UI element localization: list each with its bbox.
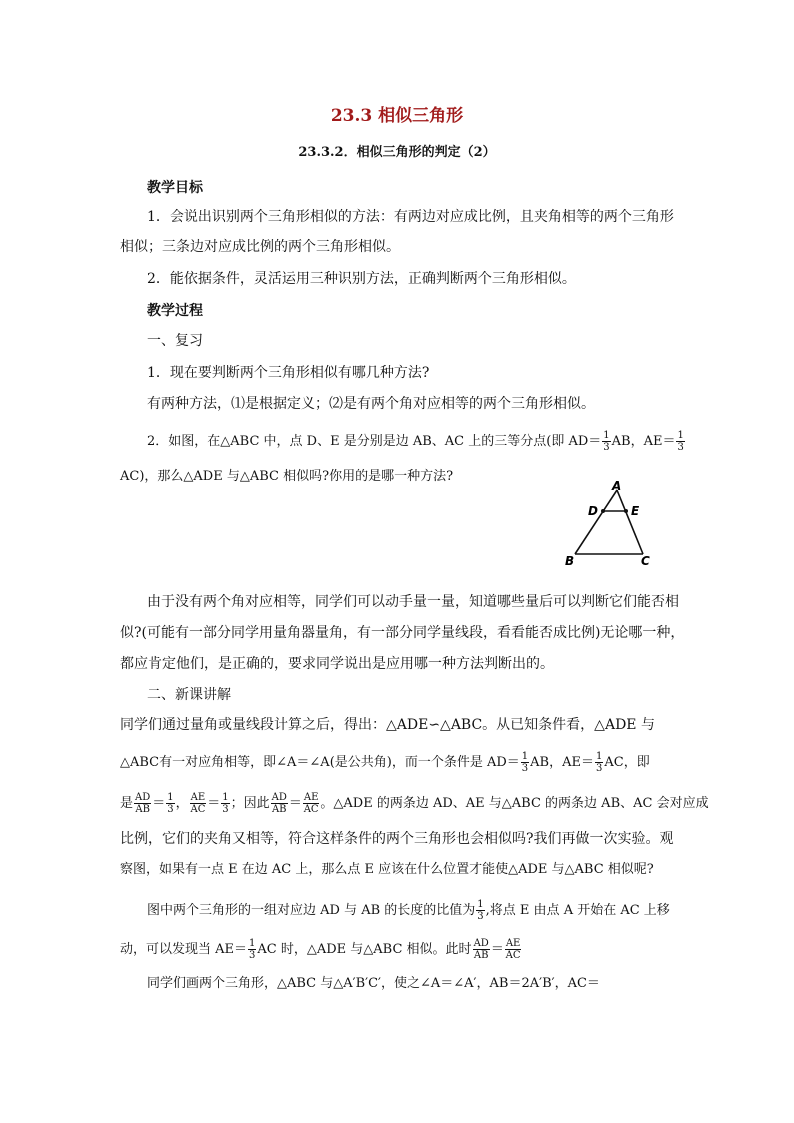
side-ac [617, 490, 643, 554]
goals-item2: 2．能依据条件，灵活运用三种识别方法，正确判断两个三角形相似。 [147, 271, 576, 287]
review-question-2-line2: AC)，那么△ADE 与△ABC 相似吗?你用的是哪一种方法? [120, 469, 454, 484]
fraction-one-third: $\frac{1}{3}$ [595, 751, 603, 774]
lesson-line8: 同学们画两个三角形，△ABC 与△A′B′C′，使之∠A＝∠A′，AB＝2A′B′，AC＝ [147, 976, 600, 991]
review-question-1: 1．现在要判断两个三角形相似有哪几种方法? [147, 365, 430, 381]
fraction-ae-ac: $\frac{AE}{AC}$ [190, 792, 206, 815]
fraction-one-third: $\frac{1}{3}$ [521, 751, 529, 774]
triangle-figure [555, 478, 665, 570]
lesson-line7: 动，可以发现当 AE＝ $\frac{1}{3}$ AC 时，△ADE 与△ABC 相似。此时 $\frac{AD}{AB}$ ＝ $\frac{AE}{AC}$ [120, 938, 521, 961]
fraction-one-third: $\frac{1}{3}$ [603, 430, 610, 453]
discussion-line1: 由于没有两个角对应相等，同学们可以动手量一量，知道哪些量后可以判断它们能否相 [147, 594, 679, 610]
fraction-one-third: $\frac{1}{3}$ [677, 430, 684, 453]
label-b: B [565, 554, 575, 568]
fraction-one-third: $\frac{1}{3}$ [249, 938, 256, 961]
point-d [601, 509, 605, 513]
lesson-line6: 图中两个三角形的一组对应边 AD 与 AB 的长度的比值为 $\frac{1}{3}$ ,将点 E 由点 A 开始在 AC 上移 [147, 899, 670, 922]
page-subtitle: 23.3.2．相似三角形的判定（2） [298, 145, 496, 160]
lesson-line4: 比例，它们的夹角又相等，符合这样条件的两个三角形也会相似吗?我们再做一次实验。观 [120, 831, 674, 847]
lesson-line3: 是 $\frac{AD}{AB}$ ＝ $\frac{1}{3}$ ， $\frac{AE}{AC}$ ＝ $\frac{1}{3}$ ；因此 $\frac{AD}{AB}$ ＝ $\frac{AE}{AC}$ 。△ADE 的两条边 AD、AE 与△ABC 的两条边 AB、AC 会对应成 [120, 792, 709, 815]
discussion-line2: 似?(可能有一部分同学用量角器量角，有一部分同学量线段，看看能否成比例)无论哪一种， [120, 625, 685, 641]
lesson-line5: 察图，如果有一点 E 在边 AC 上，那么点 E 应该在什么位置才能使△ADE 与△ABC 相似呢? [120, 862, 654, 877]
goals-heading: 教学目标 [147, 180, 203, 196]
new-lesson-heading: 二、新课讲解 [147, 687, 231, 703]
fraction-one-third: $\frac{1}{3}$ [167, 792, 174, 815]
lesson-line2: △ABC有一对应角相等，即∠A＝∠A(是公共角)，而一个条件是 AD＝ $\frac{1}{3}$ AB，AE＝ $\frac{1}{3}$ AC，即 [120, 751, 650, 774]
fraction-one-third: $\frac{1}{3}$ [477, 899, 484, 922]
point-e [624, 509, 628, 513]
review-heading: 一、复习 [147, 333, 203, 349]
label-e: E [631, 504, 640, 518]
fraction-ad-ab: $\frac{AD}{AB}$ [271, 792, 287, 815]
review-question-2-line1: 2．如图，在△ABC 中，点 D、E 是分别是边 AB、AC 上的三等分点(即 AD＝ $\frac{1}{3}$ AB，AE＝ $\frac{1}{3}$ [147, 430, 684, 453]
label-c: C [641, 554, 650, 568]
fraction-ad-ab: $\frac{AD}{AB}$ [473, 938, 489, 961]
label-a: A [612, 479, 622, 493]
page-title: 23.3 相似三角形 [330, 106, 464, 126]
review-answer-1: 有两种方法，⑴是根据定义；⑵是有两个角对应相等的两个三角形相似。 [147, 396, 595, 412]
side-ab [575, 490, 617, 554]
fraction-one-third: $\frac{1}{3}$ [222, 792, 229, 815]
fraction-ad-ab: $\frac{AD}{AB}$ [135, 792, 151, 815]
goals-item1-line2: 相似；三条边对应成比例的两个三角形相似。 [120, 239, 400, 255]
fraction-ae-ac: $\frac{AE}{AC}$ [303, 792, 319, 815]
fraction-ae-ac: $\frac{AE}{AC}$ [505, 938, 521, 961]
lesson-line1: 同学们通过量角或量线段计算之后，得出：△ADE∽△ABC。从已知条件看，△ADE 与 [120, 717, 655, 733]
discussion-line3: 都应肯定他们，是正确的，要求同学说出是应用哪一种方法判断出的。 [120, 656, 554, 672]
label-d: D [588, 504, 598, 518]
process-heading: 教学过程 [147, 303, 203, 319]
goals-item1-line1: 1．会说出识别两个三角形相似的方法：有两边对应成比例，且夹角相等的两个三角形 [147, 209, 674, 225]
